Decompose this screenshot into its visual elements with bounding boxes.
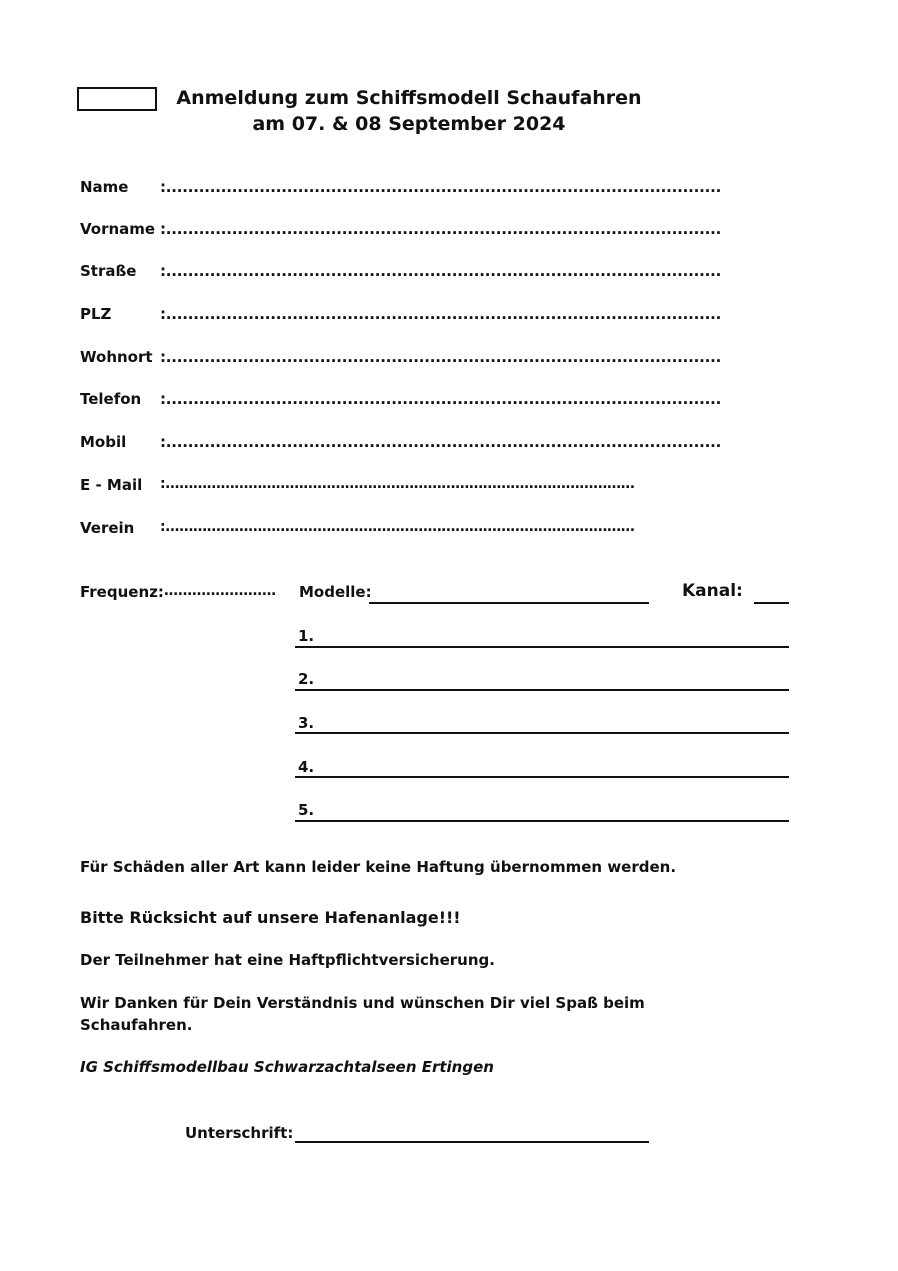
model-1-line[interactable] (295, 646, 789, 648)
club-name: IG Schiffsmodellbau Schwarzachtalseen Ertingen (80, 1058, 494, 1076)
liability-note: Für Schäden aller Art kann leider keine Haftung übernommen werden. (80, 858, 677, 876)
model-5-number: 5. (298, 801, 315, 819)
wohnort-field[interactable]: :..................................................................................................... (160, 348, 722, 366)
strasse-label: Straße (80, 262, 137, 280)
telefon-label: Telefon (80, 390, 142, 408)
wohnort-label: Wohnort (80, 348, 153, 366)
models-header-line[interactable] (369, 602, 649, 604)
title-line-1: Anmeldung zum Schiffsmodell Schaufahren (176, 87, 642, 109)
model-2-number: 2. (298, 670, 315, 688)
model-3-number: 3. (298, 714, 315, 732)
frequency-label: Frequenz: (80, 583, 164, 601)
name-field[interactable]: :..................................................................................................... (160, 178, 722, 196)
email-label: E - Mail (80, 476, 143, 494)
telefon-field[interactable]: :..................................................................................................... (160, 390, 722, 408)
model-3-line[interactable] (295, 732, 789, 734)
channel-field[interactable] (754, 602, 789, 604)
channel-label: Kanal: (682, 581, 743, 601)
model-4-number: 4. (298, 758, 315, 776)
respect-note: Bitte Rücksicht auf unsere Hafenanlage!!! (80, 908, 461, 927)
model-4-line[interactable] (295, 776, 789, 778)
mobil-label: Mobil (80, 433, 127, 451)
verein-field[interactable]: :………………………………………………………………………………………… (160, 519, 635, 535)
plz-label: PLZ (80, 305, 112, 323)
plz-field[interactable]: :..................................................................................................... (160, 305, 722, 323)
model-2-line[interactable] (295, 689, 789, 691)
title-line-2: am 07. & 08 September 2024 (252, 113, 566, 135)
mobil-field[interactable]: :..................................................................................................... (160, 433, 722, 451)
thanks-note-line-2: Schaufahren. (80, 1016, 193, 1034)
model-5-line[interactable] (295, 820, 789, 822)
vorname-label: Vorname (80, 220, 156, 238)
vorname-field[interactable]: :..................................................................................................... (160, 220, 722, 238)
signature-line[interactable] (295, 1141, 649, 1143)
email-field[interactable]: :………………………………………………………………………………………… (160, 476, 635, 492)
thanks-note-line-1: Wir Danken für Dein Verständnis und wünschen Dir viel Spaß beim (80, 994, 645, 1012)
models-label: Modelle: (299, 583, 372, 601)
signature-label: Unterschrift: (185, 1124, 294, 1142)
strasse-field[interactable]: :..................................................................................................... (160, 262, 722, 280)
verein-label: Verein (80, 519, 135, 537)
frequency-field[interactable]: …………………… (164, 583, 276, 599)
insurance-note: Der Teilnehmer hat eine Haftpflichtversicherung. (80, 951, 495, 969)
name-label: Name (80, 178, 129, 196)
model-1-number: 1. (298, 627, 315, 645)
